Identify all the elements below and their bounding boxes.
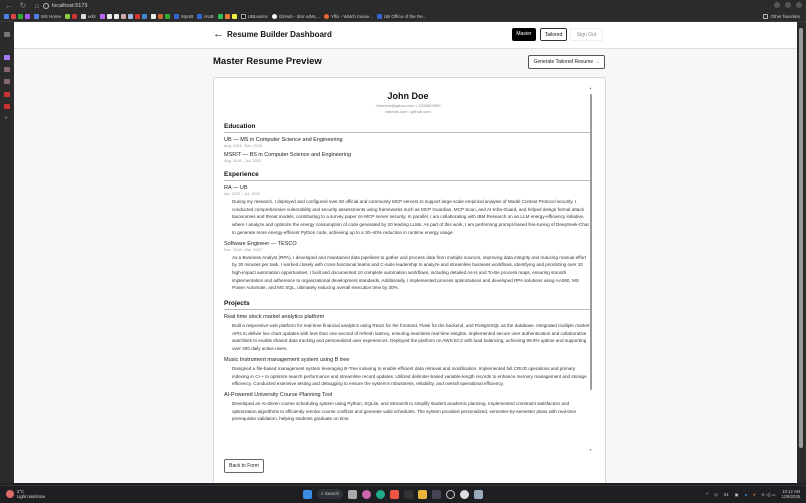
resume-name: John Doe: [387, 91, 429, 101]
education-date: Aug. 2018 – Jul. 2022: [224, 159, 261, 163]
browser-extensions: [774, 2, 802, 8]
bookmark[interactable]: [218, 14, 237, 19]
bookmark-yflix[interactable]: Yflix - Watch movie...: [324, 14, 373, 19]
project-title: Music Instrument management system using B tree: [224, 356, 350, 363]
section-heading-education: Education: [224, 123, 592, 133]
bookmark[interactable]: [65, 14, 77, 19]
resume-contact-2: linkedin.com • github.com: [385, 109, 431, 114]
microphone-icon[interactable]: ♦: [753, 491, 756, 497]
bookmark-hub[interactable]: HUB: [197, 14, 214, 19]
wifi-volume-battery-icons[interactable]: ≋ ◁) ▭: [761, 491, 776, 497]
sidebar-icon[interactable]: [4, 32, 10, 37]
weather-desc: Light rain/snow: [17, 494, 46, 499]
project-bullet: • Developed an AI-driven course scheduling system using Python, SQLite, and Streamlit to simplify student academic planning. Implemented constraint satisfaction and optimization algorithms to efficiently resolve course conflicts and generate valid schedules. The system provided personalized, semester-by-semester plans with real-time prerequisite validation, helping students graduate on time.: [232, 400, 592, 423]
add-icon[interactable]: +: [4, 115, 9, 122]
site-info-icon[interactable]: [43, 3, 49, 9]
section-heading-projects: Projects: [224, 300, 592, 310]
back-to-form-button[interactable]: Back to Form: [224, 459, 264, 473]
education-title: MSRIT — BS in Computer Science and Engineering: [224, 152, 352, 158]
experience-title: RA — UB: [224, 185, 248, 191]
app-icon[interactable]: [474, 490, 483, 499]
tray-chevron-icon[interactable]: ^: [706, 491, 709, 497]
windows-start-icon[interactable]: [303, 490, 312, 499]
app-header: [14, 22, 797, 49]
app-title: Resume Builder Dashboard: [227, 30, 332, 39]
brave-icon[interactable]: [390, 490, 399, 499]
tab-master[interactable]: Master: [512, 28, 536, 41]
search-icon: ⌕: [320, 491, 325, 496]
bookmark-edx[interactable]: edX: [81, 14, 96, 19]
task-view-icon[interactable]: [348, 490, 357, 499]
url-text: localhost:5173: [52, 3, 88, 9]
windows-taskbar: [0, 485, 806, 503]
experience-bullets: [232, 254, 592, 293]
project-title: Real time stock market analytics platform: [224, 314, 325, 321]
app-viewport: [14, 22, 797, 483]
project-title: AI-Powered University Course Planning Tool: [224, 391, 333, 398]
browser-sidebar: [0, 22, 14, 483]
tray-icon[interactable]: ●: [744, 491, 748, 497]
experience-date: Apr. 2022 – Jul. 2024: [224, 192, 260, 196]
page-scroll-thumb[interactable]: [799, 28, 803, 448]
edge-icon[interactable]: [376, 490, 385, 499]
experience-bullet: • During my research, I deployed and configured over 60 official and community MCP servers to support large-scale empirical analysis of Model Context Protocol security. I conducted comprehensive vulnerability and security assessments using frameworks such as MCP Guardian, MCP Scan, and AI-Infra-Guard, and helped design formal attack taxonomies and threat models, contributing to a survey paper on MCP server security. In parallel, I am collaborating with IBM Research on an LLM energy-efficiency initiative, where I analyze and optimize the energy consumption of code generated by 20 leading LLMs. As part of this work, I am performing prompt-based fine-tuning of DeepSeek-Chat to generate more energy-efficient Python code, achieving up to a 30–40% reduction in runtime energy usage.: [232, 198, 592, 237]
weather-temp: 2°C: [17, 489, 25, 494]
generate-tailored-resume-button[interactable]: Generate Tailored Resume →: [528, 55, 605, 69]
refresh-icon[interactable]: ↻: [19, 1, 27, 10]
other-favorites[interactable]: Other favorites: [763, 14, 800, 19]
project-bullet: • Designed a file-based management system leveraging B-Tree indexing to enable efficient data retrieval and modification. Implemented full CRUD operations and primary indexing in C++ to optimize search performance and streamline record updates. Utilized delimiter-based variable-length records to enhance memory management and storage efficiency. Conducted extensive testing and debugging to ensure the system's robustness, reliability, and overall operational efficiency.: [232, 365, 592, 388]
extension-icon[interactable]: [774, 2, 780, 8]
home-icon[interactable]: ⌂: [34, 1, 40, 10]
weather-widget[interactable]: [6, 489, 45, 499]
education-title: UB — MS in Computer Science and Engineering: [224, 137, 343, 143]
bookmark-myub[interactable]: MyUB: [174, 14, 193, 19]
taskbar-apps: [303, 489, 483, 499]
copilot-icon[interactable]: [362, 490, 371, 499]
resume-document[interactable]: [224, 86, 592, 450]
scroll-down-icon[interactable]: ▼: [589, 448, 592, 452]
tray-icon[interactable]: ◎: [714, 491, 718, 497]
experience-title: Software Engineer — TESCO: [224, 240, 297, 247]
sign-out-button[interactable]: Sign Out: [570, 28, 603, 41]
clock[interactable]: 10:12 AM 11/9/2025: [781, 489, 800, 499]
experience-bullets: [232, 198, 592, 237]
bookmark-github[interactable]: GitHub - dsrr-a/ML...: [272, 14, 320, 19]
resume-scroll-thumb[interactable]: [590, 94, 592, 390]
app-icon[interactable]: [404, 490, 413, 499]
sidebar-icon[interactable]: [4, 79, 10, 84]
resume-preview-card: [213, 77, 606, 483]
project-bullets: [232, 365, 592, 388]
bookmark-ub-office[interactable]: UB Office of the Re...: [377, 14, 426, 19]
page-title: Master Resume Preview: [213, 56, 322, 67]
bookmark-ms-home[interactable]: MS Home: [34, 14, 61, 19]
experience-bullet: • As a Business Analyst (RPA), I developed and maintained data pipelines to gather and process data from multiple sources, improving data integrity and reducing manual effort by 30 minutes per task. I worked closely with cross-functional teams and C-suite leadership to analyze and streamline business workflows, identifying and prioritizing over 10 high-impact automation opportunities. I built and documented 10 complete automation workflows, including detailed As-Is and To-Be process maps, ensuring smooth implementation and adherence to organizational development standards. Additionally, I implemented process optimizations and developed RPA solutions using AA360, MS Power Automate, and MS SQL, ultimately reducing overall execution time by 30%.: [232, 254, 592, 293]
project-bullets: [232, 400, 592, 423]
favorites-icon[interactable]: [785, 2, 791, 8]
experience-date: Dec. 2018 - Mar. 2022: [224, 247, 262, 252]
resume-scrollbar[interactable]: [589, 86, 593, 452]
back-nav-icon[interactable]: ←: [5, 1, 13, 10]
taskbar-search[interactable]: ⌕ Search: [317, 489, 343, 499]
bookmark[interactable]: [100, 14, 147, 19]
profile-icon[interactable]: [796, 2, 802, 8]
sidebar-icon[interactable]: [4, 55, 10, 60]
address-bar[interactable]: [40, 2, 790, 11]
back-arrow-icon[interactable]: ←: [213, 28, 224, 40]
system-tray: [706, 489, 800, 499]
bookmark[interactable]: [151, 14, 170, 19]
project-bullet: • Built a responsive web platform for real-time financial analytics using React for the frontend, Flask for the backend, and PostgreSQL as the database. Integrated multiple market APIs to deliver live chart updates with less than one second of refresh latency, ensuring seamless real-time insights. Implemented secure user authentication and collaborative watchlists to enable shared data tracking and personalized user experiences. Deployed the platform on AWS EC2 with load balancing, achieving 99.9% uptime and supporting over 200 daily active users.: [232, 322, 592, 353]
section-heading-experience: Experience: [224, 171, 592, 181]
bookmark-ublearns[interactable]: UBLearns: [241, 14, 268, 19]
bookmarks-bar: [0, 12, 806, 22]
browser-toolbar: [0, 0, 806, 12]
terminal-icon[interactable]: [432, 490, 441, 499]
sidebar-icon[interactable]: [4, 67, 10, 72]
chrome-icon[interactable]: [446, 490, 455, 499]
tray-icon[interactable]: ▣: [734, 491, 739, 497]
file-explorer-icon[interactable]: [418, 490, 427, 499]
resume-contact-1: Johndoe@yahoo.com • 1234567890: [375, 103, 441, 108]
tab-tailored[interactable]: Tailored: [540, 28, 567, 41]
education-date: Aug. 2024 - Dec. 2025: [224, 144, 262, 148]
youtube-icon[interactable]: [4, 104, 10, 109]
weather-icon: [6, 490, 14, 498]
app-icon[interactable]: [460, 490, 469, 499]
tray-count: 61: [723, 491, 729, 497]
page-scrollbar[interactable]: [797, 22, 806, 483]
scroll-up-icon[interactable]: ▲: [589, 86, 592, 90]
project-bullets: [232, 322, 592, 353]
bookmark[interactable]: [4, 14, 30, 19]
youtube-icon[interactable]: [4, 92, 10, 97]
